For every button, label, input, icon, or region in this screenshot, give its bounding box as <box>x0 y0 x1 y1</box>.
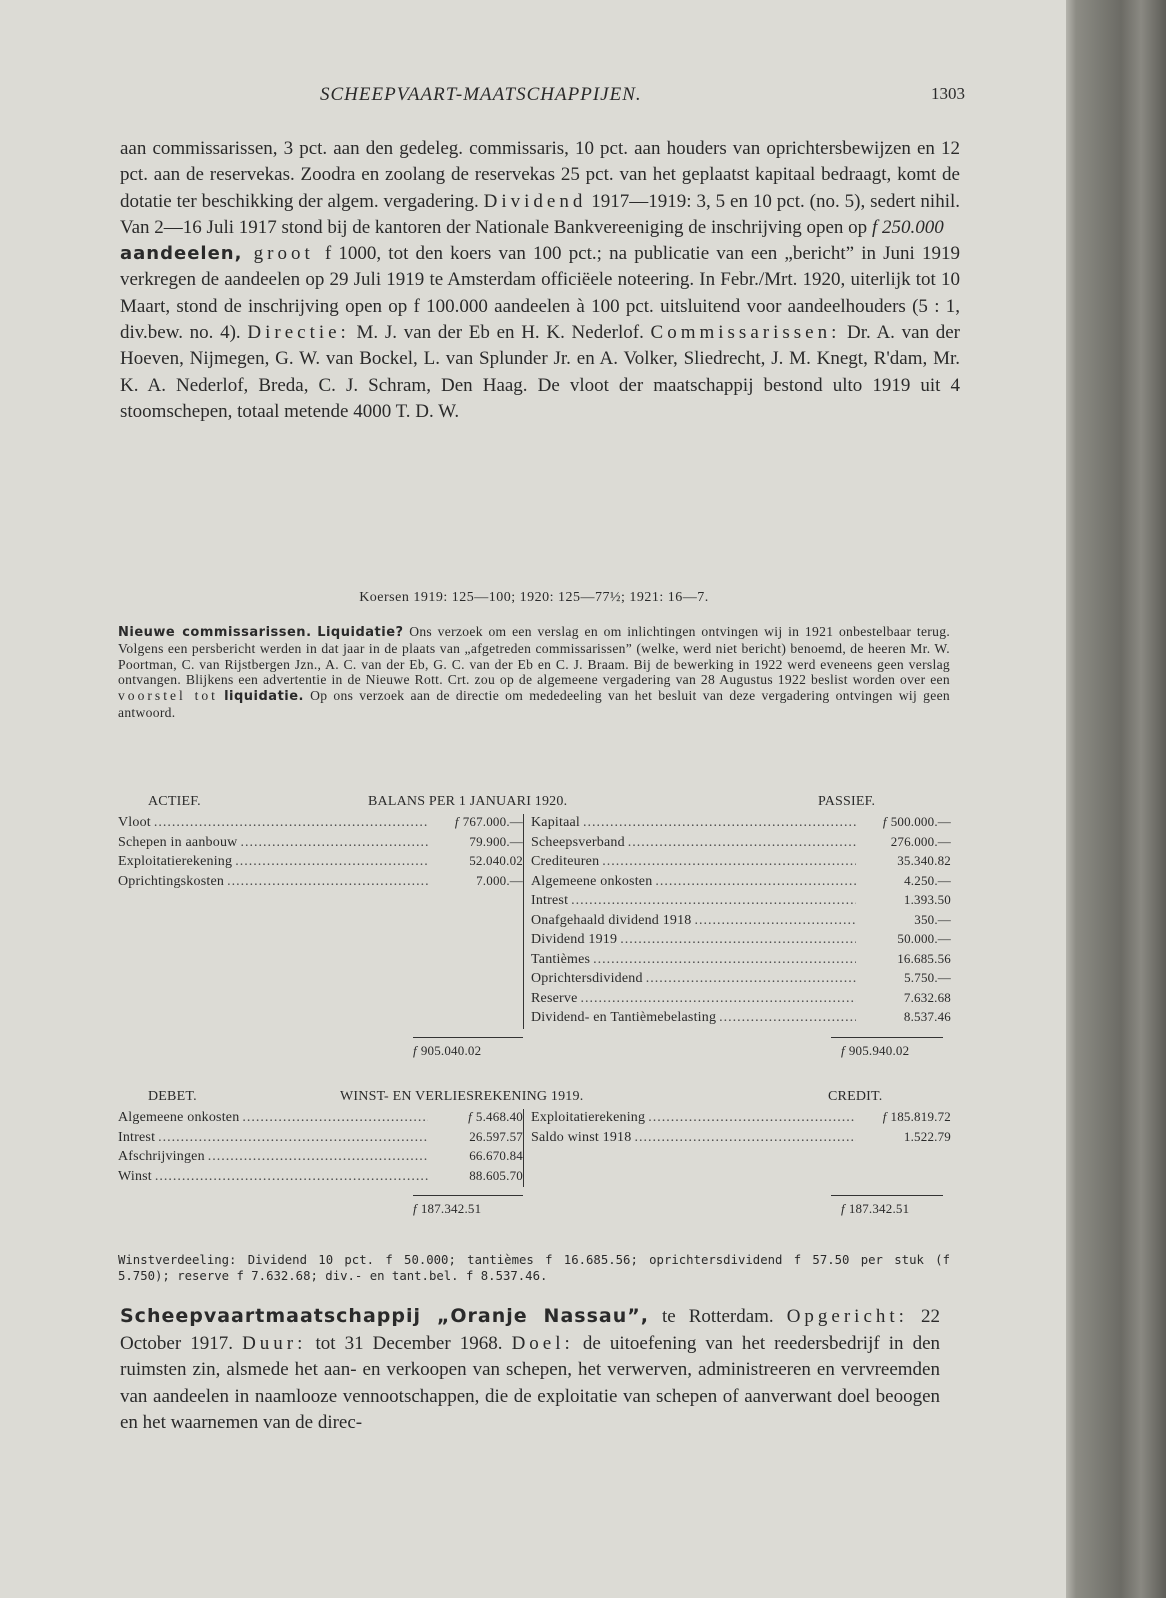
ledger-row-amount: 26.597.57 <box>469 1128 523 1144</box>
leader-dots <box>155 1169 428 1185</box>
balance-left-total: f 905.040.02 <box>413 1043 482 1058</box>
company-name: Scheepvaartmaatschappij „Oranje Nassau”, <box>120 1305 649 1327</box>
ledger-row-label: Algemeene onkosten <box>118 1110 240 1125</box>
ledger-row-label: Reserve <box>531 990 578 1006</box>
leader-dots <box>571 893 856 909</box>
ledger-row-amount: 1.522.79 <box>903 1128 951 1144</box>
balance-right-total: f 905.940.02 <box>841 1043 910 1058</box>
leader-dots <box>634 1130 856 1146</box>
leader-dots <box>581 991 857 1007</box>
text-run: f 250.000 <box>871 216 944 238</box>
ledger-row-amount: 79.900.— <box>469 833 523 849</box>
ledger-row-amount: 88.605.70 <box>469 1167 523 1183</box>
balance-title: BALANS PER 1 JANUARI 1920. <box>368 794 568 809</box>
ledger-row <box>531 853 951 873</box>
ledger-row-label: Oprichtersdividend <box>531 971 643 986</box>
text-run: 22 October 1917. <box>120 1306 940 1354</box>
ledger-row-label: Kapitaal <box>531 815 581 830</box>
ledger-row <box>531 1129 951 1149</box>
balance-passief-column <box>523 814 951 1029</box>
ledger-row-amount: 52.040.02 <box>469 853 523 868</box>
ledger-row-amount: 16.685.56 <box>897 950 951 966</box>
duur-label: Duur: <box>242 1332 307 1354</box>
ledger-row <box>531 892 951 912</box>
leader-dots <box>154 815 428 831</box>
pl-credit-column <box>523 1109 951 1187</box>
page-number: 1303 <box>931 84 965 103</box>
ledger-row-label: Dividend 1919 <box>531 932 618 947</box>
liquidatie-label: liquidatie. <box>224 689 304 705</box>
note-heading: Nieuwe commissarissen. <box>118 625 312 640</box>
ledger-row-label: Exploitatierekening <box>118 854 233 869</box>
ledger-row-label: Schepen in aanbouw <box>118 834 238 850</box>
ledger-row-label: Algemeene onkosten <box>531 873 653 889</box>
ledger-row-amount: 5.750.— <box>904 970 951 985</box>
ledger-row-amount: f 185.819.72 <box>882 1109 951 1124</box>
text-run: tot 31 December 1968. <box>306 1332 512 1354</box>
leader-dots <box>628 835 856 851</box>
leader-dots <box>227 874 428 890</box>
winstverdeeling <box>118 1252 950 1284</box>
ledger-row-label: Winst <box>118 1168 152 1184</box>
ledger-row <box>118 1109 523 1129</box>
ledger-row-amount: 7.000.— <box>476 872 523 888</box>
leader-dots <box>158 1130 428 1146</box>
pl-right-header: CREDIT. <box>828 1089 883 1104</box>
pl-right-total: f 187.342.51 <box>841 1201 910 1216</box>
ledger-row-amount: 4.250.— <box>904 872 951 888</box>
ledger-row-label: Afschrijvingen <box>118 1149 205 1164</box>
ledger-row <box>118 1168 523 1188</box>
ledger-row <box>531 1009 951 1029</box>
ledger-row-amount: f 500.000.— <box>882 814 951 829</box>
text-run: Dr. A. van der Hoeven, Nijmegen, G. W. van Bockel, L. van Splunder Jr. en A. Volker, Sliedrecht, J. M. Knegt, R'dam, Mr. K. A. Nederlof, Breda, C. J. Schram, Den Haag. De vloot der maatschappij bestond ulto 1919 uit 4 stoomschepen, totaal metende 4000 T. D. W. <box>120 322 960 422</box>
ledger-row <box>531 951 951 971</box>
ledger-row <box>118 1148 523 1168</box>
ledger-row-label: Intrest <box>118 1129 156 1145</box>
ledger-row-label: Dividend- en Tantièmebelasting <box>531 1010 717 1025</box>
leader-dots <box>208 1149 428 1165</box>
leader-dots <box>583 815 856 831</box>
profit-loss-account <box>118 1089 950 1217</box>
directie-label: Directie: <box>247 322 350 344</box>
koersen-line: Koersen 1919: 125—100; 1920: 125—77½; 1921: 16—7. <box>359 590 709 605</box>
ledger-row-label: Crediteuren <box>531 854 600 869</box>
ledger-row <box>531 1109 951 1129</box>
balance-totals <box>118 1029 950 1059</box>
ledger-row-label: Vloot <box>118 815 151 830</box>
ledger-row <box>118 1129 523 1149</box>
dividend-label: Dividend <box>483 190 587 212</box>
text-run: Ons verzoek om een verslag en om inlichtingen ontvingen wij in 1921 onbestelbaar terug. Volgens een persbericht werden in dat jaar in de plaats van „afgetreden commissarissen” (welke, werd niet bericht) benoemd, de heeren Mr. W. Poortman, C. van Rijstbergen Jzn., A. C. van der Eb, G. C. van der Eb en C. J. Braam. Bij de bewerking in 1922 werd eveneens geen verslag ontvangen. Blijkens een advertentie in de Nieuwe Rott. Crt. zou op de algemeene vergadering van 28 Augustus 1922 beslist worden over een <box>118 624 951 688</box>
ledger-row-label: Exploitatierekening <box>531 1110 646 1125</box>
ledger-row <box>531 970 951 990</box>
leader-dots <box>242 1110 428 1126</box>
text-run: aan commissarissen, 3 pct. aan den gedeleg. commissaris, 10 pct. aan houders van oprichtersbewijzen en 12 pct. aan de reservekas. Zoodra en zoolang de reservekas 25 pct. van het geplaatst kapitaal bedraagt, komt de dotatie ter beschikking der algem. vergadering. <box>120 138 960 212</box>
running-title: SCHEEPVAART-MAATSCHAPPIJEN. <box>320 84 642 105</box>
company-entry <box>120 1303 940 1437</box>
ledger-row-amount: f 5.468.40 <box>468 1109 523 1124</box>
ledger-row <box>531 931 951 951</box>
pl-totals <box>118 1187 950 1217</box>
leader-dots <box>602 854 856 870</box>
company-description <box>120 136 960 425</box>
ledger-row <box>531 873 951 893</box>
ledger-row <box>118 814 523 834</box>
ledger-row-amount: 7.632.68 <box>903 989 951 1005</box>
text-run: f 1000, tot den koers van 100 pct.; na publicatie van een „bericht” in Juni 1919 verkregen de aandeelen op 29 Juli 1919 te Amsterdam officiëele noteering. In Febr./Mrt. 1920, uiterlijk tot 10 Maart, stond de inschrijving open op f 100.000 aandeelen à 100 pct. uitsluitend voor aandeelhouders (5 : 1, div.bew. no. 4). <box>120 243 960 344</box>
balance-right-header: PASSIEF. <box>818 794 876 809</box>
note-heading: Liquidatie? <box>317 625 404 640</box>
ledger-row-amount: 350.— <box>914 911 951 927</box>
text-run: M. J. van der Eb en H. K. Nederlof. <box>349 322 651 344</box>
ledger-row-label: Oprichtingskosten <box>118 873 225 889</box>
paragraph <box>118 624 950 721</box>
ledger-row-amount: 1.393.50 <box>903 892 951 907</box>
aandeelen-label: aandeelen, <box>120 243 243 265</box>
ledger-row-label: Tantièmes <box>531 951 591 967</box>
running-header <box>110 84 965 108</box>
text-run: Op ons verzoek aan de directie om mededeeling van het besluit van deze vergadering ontvingen wij geen antwoord. <box>118 688 951 720</box>
groot-label: groot <box>242 243 325 265</box>
ledger-row <box>118 834 523 854</box>
leader-dots <box>719 1010 856 1026</box>
leader-dots <box>648 1110 856 1126</box>
text-run: te Rotterdam. <box>648 1306 787 1327</box>
leader-dots <box>593 952 856 968</box>
leader-dots <box>235 854 428 870</box>
ledger-row-amount: 35.340.82 <box>897 853 951 868</box>
ledger-row-label: Saldo winst 1918 <box>531 1129 632 1145</box>
paragraph <box>120 1303 940 1437</box>
leader-dots <box>620 932 856 948</box>
balance-left-header: ACTIEF. <box>148 794 201 809</box>
ledger-row <box>531 814 951 834</box>
leader-dots <box>695 913 856 929</box>
ledger-row-amount: 276.000.— <box>890 833 951 849</box>
ledger-row-amount: 50.000.— <box>897 931 951 946</box>
ledger-row-amount: 8.537.46 <box>903 1009 951 1024</box>
ledger-row <box>531 912 951 932</box>
leader-dots <box>240 835 428 851</box>
paragraph <box>120 136 960 425</box>
balance-sheet <box>118 794 950 1059</box>
opgericht-label: Opgericht: <box>786 1306 908 1327</box>
ledger-row <box>531 834 951 854</box>
ledger-row <box>118 853 523 873</box>
leader-dots <box>655 874 856 890</box>
ledger-row <box>118 873 523 893</box>
book-edge <box>1066 0 1166 1598</box>
ledger-row-amount: f 767.000.— <box>454 814 523 829</box>
leader-dots <box>646 971 856 987</box>
ledger-row-label: Onafgehaald dividend 1918 <box>531 912 692 928</box>
balance-actief-column <box>118 814 523 1029</box>
doel-label: Doel: <box>511 1332 574 1354</box>
text-run: de uitoefening van het reedersbedrijf in den ruimsten zin, alsmede het aan- en verkoopen van schepen, het verwerven, administreeren en vervreemden van aandeelen in naamlooze vennootschappen, die de exploitatie van schepen of aanverwant doel beoogen en het waarnemen van de direc- <box>120 1332 941 1433</box>
ledger-row <box>531 990 951 1010</box>
voorstel-label: voorstel tot <box>118 688 218 704</box>
text-run: 1917—1919: 3, 5 en 10 pct. (no. 5), sedert nihil. Van 2—16 Juli 1917 stond bij de kantoren der Nationale Bankvereeniging de inschrijving open op <box>120 190 961 238</box>
pl-debet-column <box>118 1109 523 1187</box>
liquidatie-note <box>118 624 950 721</box>
pl-left-total: f 187.342.51 <box>413 1201 482 1216</box>
commissarissen-label: Commissarissen: <box>650 322 841 344</box>
paragraph: Winstverdeeling: Dividend 10 pct. f 50.000; tantièmes f 16.685.56; oprichtersdividend f 57.50 per stuk (f 5.750); reserve f 7.632.68; div.- en tant.bel. f 8.537.46. <box>118 1253 950 1283</box>
pl-left-header: DEBET. <box>148 1089 197 1104</box>
ledger-row-label: Scheepsverband <box>531 834 625 850</box>
ledger-row-amount: 66.670.84 <box>469 1148 523 1163</box>
pl-title: WINST- EN VERLIESREKENING 1919. <box>340 1089 584 1104</box>
ledger-row-label: Intrest <box>531 893 569 908</box>
